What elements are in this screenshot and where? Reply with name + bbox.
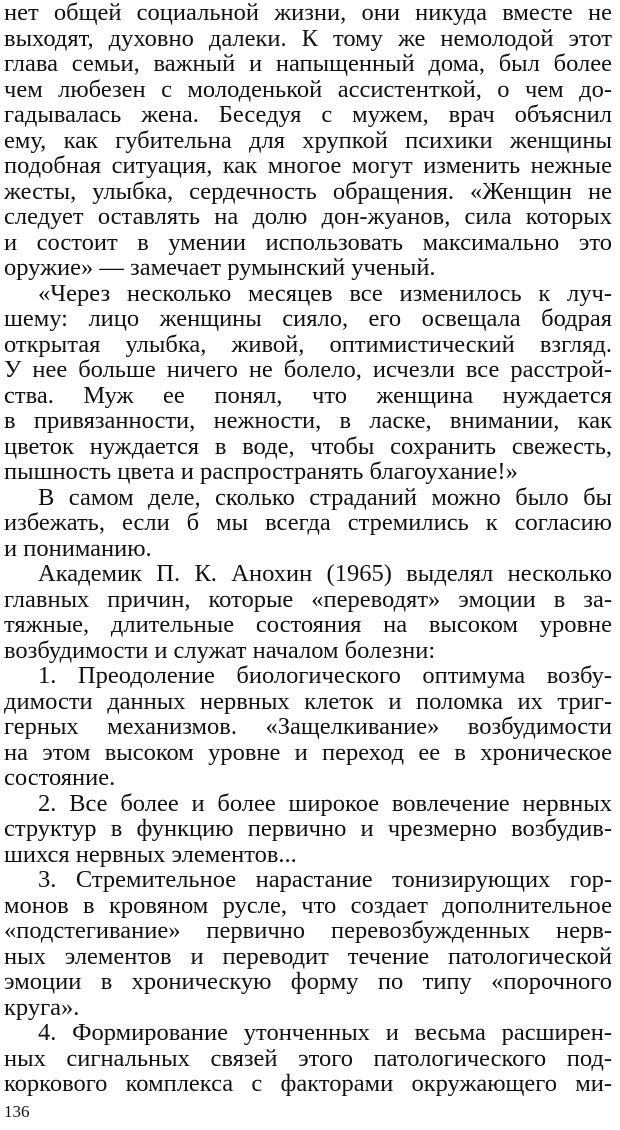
text-line: оружие» — замечает румынский ученый. [4, 255, 436, 281]
text-line: ему, как губительна для хрупкой психики женщины [4, 127, 612, 154]
text-line: монов в кровяном русле, что создает дополнительное [4, 892, 612, 919]
text-line: шихся нервных элементов... [4, 841, 297, 868]
text-line: следует оставлять на долю дон-жуанов, сила которых [4, 204, 612, 230]
text-line: структур в функцию первично и чрезмерно возбудив- [4, 816, 612, 842]
text-line: цветок нуждается в воде, чтобы сохранить свежесть, [4, 433, 612, 460]
text-line: на этом высоком уровне и переход ее в хроническое [4, 739, 612, 766]
text-line: чем любезен с молоденькой ассистенткой, о чем до- [4, 76, 612, 103]
text-line: У нее больше ничего не болело, исчезли все расстрой- [4, 357, 612, 383]
text-line: выходят, духовно далеки. К тому же немолодой этот [4, 25, 612, 52]
text-line: 2. Все более и более широкое вовлечение нервных [38, 790, 612, 817]
text-line: 3. Стремительное нарастание тонизирующих гор- [38, 867, 612, 893]
text-line: и состоит в умении использовать максимально это [4, 229, 612, 256]
text-line: димости данных нервных клеток и поломка их триг- [4, 688, 612, 715]
page-number: 136 [4, 1102, 30, 1121]
text-line: возбудимости и служат началом болезни: [4, 637, 436, 664]
text-line: избежать, если б мы всегда стремились к согласию [4, 510, 612, 536]
text-line: коркового комплекса с факторами окружающего ми- [4, 1071, 612, 1097]
text-line: круга». [4, 994, 80, 1021]
text-line: герных механизмов. «Защелкивание» возбудимости [4, 714, 612, 740]
text-line: жесты, улыбка, сердечность обращения. «Женщин не [4, 178, 612, 205]
text-line: Академик П. К. Анохин (1965) выделял несколько [38, 561, 612, 587]
text-line: «Через несколько месяцев все изменилось к луч- [38, 280, 612, 307]
text-line: ных элементов и переводит течение патологической [4, 943, 612, 970]
text-line: В самом деле, сколько страданий можно было бы [38, 484, 612, 511]
text-line: глава семьи, важный и напыщенный дома, был более [4, 51, 612, 77]
text-line: пышность цвета и распространять благоухание!» [4, 459, 518, 485]
text-line: ных сигнальных связей этого патологического под- [4, 1045, 612, 1072]
text-line: шему: лицо женщины сияло, его освещала бодрая [4, 306, 612, 332]
text-line: открытая улыбка, живой, оптимистический взгляд. [4, 331, 612, 358]
text-line: эмоции в хроническую форму по типу «порочного [4, 969, 612, 995]
text-line: нет общей социальной жизни, они никуда вместе не [4, 0, 612, 26]
text-line: и пониманию. [4, 535, 152, 562]
text-line: «подстегивание» первично перевозбужденных нерв- [4, 918, 612, 944]
text-line: 4. Формирование утонченных и весьма расширен- [38, 1020, 612, 1046]
text-line: 1. Преодоление биологического оптимума возбу- [38, 663, 612, 689]
text-line: состояние. [4, 765, 116, 791]
text-line: главных причин, которые «переводят» эмоции в за- [4, 586, 612, 613]
text-line: в привязанности, нежности, в ласке, внимании, как [4, 408, 612, 434]
text-line: ства. Муж ее понял, что женщина нуждается [4, 382, 612, 409]
text-line: подобная ситуация, как многое могут изменить нежные [4, 153, 612, 179]
text-line: тяжные, длительные состояния на высоком уровне [4, 612, 612, 638]
text-line: гадывалась жена. Беседуя с мужем, врач объяснил [4, 102, 612, 128]
